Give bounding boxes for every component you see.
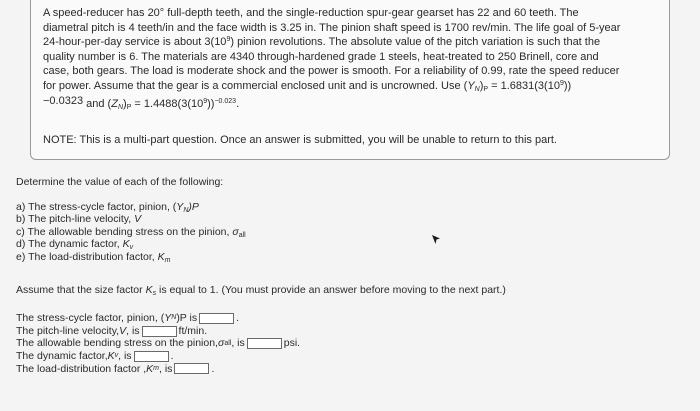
part-text: d) The dynamic factor, bbox=[16, 238, 123, 251]
part-b bbox=[16, 213, 686, 226]
problem-line: ) pinion revolutions. The absolute value of the pitch variation is such that the bbox=[230, 36, 601, 49]
math-symbol: V bbox=[119, 324, 127, 337]
exponent: 9 bbox=[203, 97, 208, 105]
answer-punctuation: . bbox=[236, 312, 240, 325]
answer-row-stress-cycle: The stress-cycle factor, pinion, ( Y N )P is . bbox=[16, 312, 240, 325]
subscript: N bbox=[117, 103, 124, 111]
problem-line: quality number is 6. The materials are 4340 through-hardened grade 1 steels, heat-treated to 250 Brinell, core and bbox=[43, 50, 599, 63]
math-symbol: K bbox=[157, 250, 165, 263]
question-intro: Determine the value of each of the following: bbox=[16, 176, 224, 188]
assumption-text: Assume that the size factor bbox=[16, 283, 146, 296]
answer-punctuation: . bbox=[170, 349, 174, 362]
exponent: 9 bbox=[559, 79, 564, 87]
problem-line: = 1.4488(3(10 bbox=[131, 97, 204, 110]
answer-row-load-distribution: The load-distribution factor , K m , is . bbox=[16, 362, 215, 375]
problem-line: )) bbox=[207, 97, 215, 110]
part-text: )P bbox=[188, 200, 199, 213]
part-text: b) The pitch-line velocity, bbox=[16, 213, 135, 226]
problem-line: for power. Assume that the gear is a commercial enclosed unit and is uncrowned. Use ( bbox=[43, 79, 468, 92]
math-symbol: Y bbox=[176, 200, 184, 213]
part-c bbox=[16, 226, 686, 239]
subscript: s bbox=[152, 289, 157, 297]
part-e bbox=[16, 251, 686, 264]
size-factor-assumption bbox=[16, 284, 686, 297]
problem-line: . bbox=[236, 97, 240, 110]
part-text: e) The load-distribution factor, bbox=[16, 250, 158, 263]
math-symbol: σ bbox=[232, 225, 239, 238]
unit-label: psi. bbox=[283, 337, 301, 350]
multi-part-note: NOTE: This is a multi-part question. Once an answer is submitted, you will be unable to return to this part. bbox=[43, 134, 557, 146]
part-a bbox=[16, 201, 686, 214]
subscript: N bbox=[474, 85, 480, 93]
answer-label: )P is bbox=[176, 312, 198, 325]
load-distribution-factor-input[interactable] bbox=[174, 363, 209, 374]
answer-punctuation: . bbox=[211, 362, 215, 375]
subscript: m bbox=[164, 256, 171, 264]
allowable-bending-stress-input[interactable] bbox=[247, 338, 282, 349]
problem-line: ) bbox=[479, 79, 484, 92]
math-symbol: Y bbox=[467, 79, 475, 92]
assumption-text: is equal to 1. (You must provide an answer before moving to the next part.) bbox=[156, 283, 506, 296]
answer-section bbox=[16, 312, 686, 375]
answer-label: , is bbox=[126, 324, 140, 337]
problem-text bbox=[43, 6, 659, 111]
math-symbol: K bbox=[107, 349, 115, 362]
math-symbol: V bbox=[134, 213, 142, 226]
answer-label: , is bbox=[118, 349, 132, 362]
problem-line: and ( bbox=[83, 97, 112, 110]
answer-row-dynamic-factor: The dynamic factor, K v , is . bbox=[16, 349, 174, 362]
problem-line: case, both gears. The load is moderate shock and the power is smooth. For a reliability of 0.99, rate the speed reducer bbox=[43, 65, 620, 78]
math-symbol: Z bbox=[111, 97, 118, 110]
exponent: −0.023 bbox=[214, 97, 237, 105]
answer-label: , is bbox=[231, 337, 245, 350]
exponent-value: −0.0323 bbox=[43, 94, 84, 107]
problem-line: 24-hour-per-day service is about 3(10 bbox=[43, 36, 227, 49]
subscript: N bbox=[183, 206, 189, 214]
problem-statement-box bbox=[30, 0, 670, 160]
math-symbol: σ bbox=[217, 337, 225, 350]
subscript: P bbox=[126, 103, 132, 111]
stress-cycle-factor-input[interactable] bbox=[199, 313, 234, 324]
answer-label: The allowable bending stress on the pinion, bbox=[16, 337, 218, 350]
math-symbol: K bbox=[146, 362, 154, 375]
answer-label: The dynamic factor, bbox=[16, 349, 108, 362]
answer-label: The load-distribution factor , bbox=[16, 362, 147, 375]
math-symbol: K bbox=[145, 283, 153, 296]
answer-label: The stress-cycle factor, pinion, ( bbox=[16, 312, 165, 325]
dynamic-factor-input[interactable] bbox=[134, 351, 169, 362]
part-text: a) The stress-cycle factor, pinion, ( bbox=[16, 200, 177, 213]
subscript: all bbox=[238, 231, 246, 239]
pitch-line-velocity-input[interactable] bbox=[142, 326, 177, 337]
exponent: 9 bbox=[226, 36, 231, 44]
answer-label: , is bbox=[159, 362, 173, 375]
problem-line: ) bbox=[123, 97, 127, 110]
problem-line: )) bbox=[563, 79, 572, 92]
math-symbol: Y bbox=[164, 312, 172, 325]
answer-row-bending-stress: The allowable bending stress on the pinion, σ all , is psi. bbox=[16, 337, 301, 350]
answer-label: The pitch-line velocity, bbox=[16, 324, 120, 337]
question-area bbox=[16, 176, 686, 375]
mouse-pointer-icon bbox=[431, 234, 441, 246]
problem-line: diametral pitch is 4 teeth/in and the face width is 3.25 in. The pinion shaft speed is 1700 rev/min. The life goal of 5-year bbox=[43, 21, 621, 34]
part-text: c) The allowable bending stress on the pinion, bbox=[16, 225, 233, 238]
problem-line: A speed-reducer has 20° full-depth teeth, and the single-reduction spur-gear gearset has 22 and 60 teeth. The bbox=[43, 7, 579, 19]
problem-line: = 1.6831(3(10 bbox=[488, 79, 560, 92]
subscript: v bbox=[129, 244, 134, 252]
unit-label: ft/min. bbox=[178, 324, 208, 337]
part-d bbox=[16, 238, 686, 251]
subscript: P bbox=[483, 85, 489, 93]
answer-row-pitch-velocity bbox=[16, 325, 686, 338]
math-symbol: K bbox=[122, 238, 130, 251]
question-parts-list bbox=[16, 201, 686, 264]
